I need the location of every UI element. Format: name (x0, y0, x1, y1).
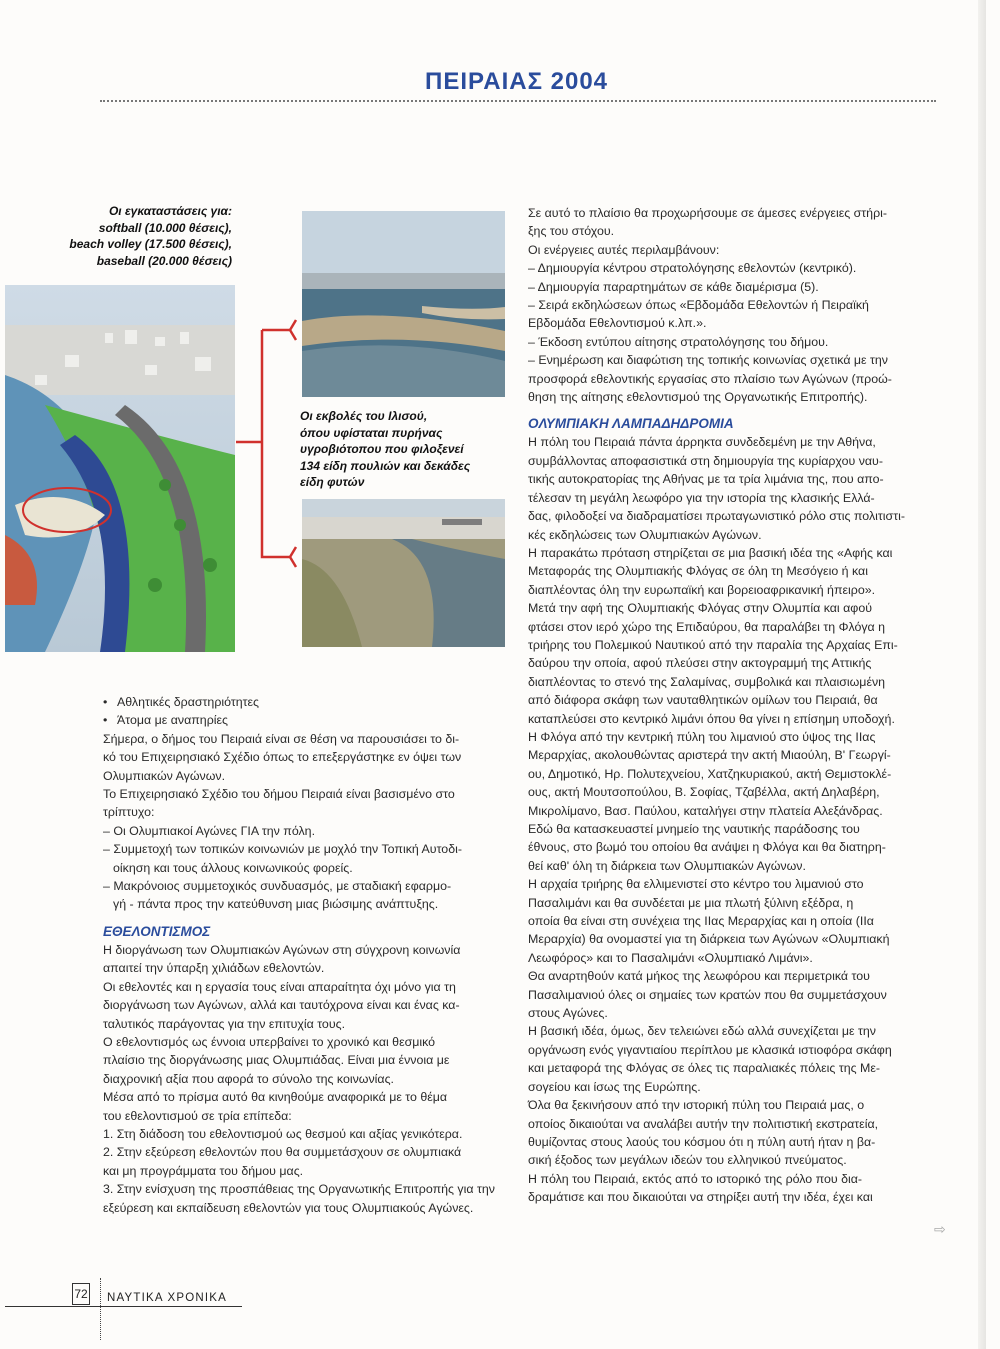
caption-line: είδη φυτών (300, 475, 365, 489)
text-line: πλαίσιο της διοργάνωσης μιας Ολυμπιάδας. Είναι μια έννοια με (103, 1053, 450, 1068)
text-line: Μικρολίμανο, Βασ. Παύλου, καταλήγει στην πλατεία Αλεξάνδρας. (528, 803, 883, 818)
text-line: προσφορά εθελοντικής εργασίας στο πλαίσιο των Αγώνων (προώ- (528, 371, 892, 386)
bullet-item: • Αθλητικές δραστηριότητες (103, 693, 503, 711)
photo-river-bed (302, 499, 505, 647)
text-line: Η πόλη του Πειραιά πάντα άρρηκτα συνδεδεμένη με την Αθήνα, (528, 435, 876, 450)
text-line: οίκηση και τους άλλους κοινωνικούς φορείς. (113, 860, 353, 875)
text-line: διοργάνωση των Αγώνων, αλλά και ταυτόχρονα είναι και ένας κα- (103, 998, 460, 1013)
text-line: και μη προγράμματα του δήμου μας. (103, 1163, 304, 1178)
text-line: Μεταφοράς της Ολυμπιακής Φλόγας σε όλη τη Μεσόγειο ή και (528, 564, 868, 579)
text-line: Η βασική ιδέα, όμως, δεν τελειώνει εδώ αλλά συνεχίζεται με την (528, 1024, 876, 1039)
text-line: και μεταφορά της Φλόγας σε όλες τις παραλιακές πόλεις της Με- (528, 1061, 881, 1076)
section-heading: ΕΘΕΛΟΝΤΙΣΜΟΣ (103, 923, 211, 939)
text-line: Μεραρχίας, ακολουθώντας αριστερά την ακτή Μιαούλη, Β' Γεωργί- (528, 748, 891, 763)
text-line: – Σειρά εκδηλώσεων όπως «Εβδομάδα Εθελοντών ή Πειραϊκή (528, 298, 869, 313)
text-line: οποία θα είναι στη συνέχεια της ΙΙας Μεραρχίας και η οποία (ΙΙα (528, 914, 874, 929)
text-line: Πασαλιμανιού όλες οι σημαίες των κρατών που θα συμμετάσχουν (528, 987, 887, 1002)
text-line: Η πόλη του Πειραιά, εκτός από το ιστορικό της ρόλο που δια- (528, 1171, 863, 1186)
text-line: τρίπτυχο: (103, 805, 155, 820)
text-line: συμβάλλοντας αποφασιστικά στη δημιουργία της κυρίαρχου ναυ- (528, 453, 883, 468)
text-line: Σε αυτό το πλαίσιο θα προχωρήσουμε σε άμεσες ενέργειες στήρι- (528, 206, 887, 220)
text-line: έθνους, στο βωμό του οποίου θα ανάψει η Φλόγα και θα διατηρη- (528, 840, 886, 855)
caption-line: beach volley (17.500 θέσεις), (69, 237, 232, 251)
text-line: κό του Επιχειρησιακό Σχέδιο όπως το επεξεργάστηκε εν όψει των (103, 750, 462, 765)
text-line: Η διοργάνωση των Ολυμπιακών Αγώνων στη σύγχρονη κοινωνία (103, 942, 461, 957)
text-line: από διάφορα σκάφη των ναυταθλητικών ομίλων του Πειραιά, θα (528, 693, 878, 708)
text-line: 1. Στη διάδοση του εθελοντισμού ως θεσμού και αξίας γενικότερα. (103, 1126, 463, 1141)
text-line: Οι εθελοντές και η εργασία τους είναι απαραίτητα όχι μόνο για τη (103, 979, 456, 994)
text-line: 3. Στην ενίσχυση της προσπάθειας της Οργανωτικής Επιτροπής για την (103, 1182, 495, 1197)
text-line: κές εκδηλώσεις των Ολυμπιακών Αγώνων. (528, 527, 762, 542)
text-line: – Δημιουργία κέντρου στρατολόγησης εθελοντών (κεντρικό). (528, 261, 857, 276)
text-line: – Οι Ολυμπιακοί Αγώνες ΓΙΑ την πόλη. (103, 823, 316, 838)
text-line: φτάσει στον ιερό χώρο της Επιδαύρου, θα παραλάβει τη Φλόγα η (528, 619, 886, 634)
text-line: γή - πάντα προς την κατεύθυνση μιας βιώσιμης ανάπτυξης. (113, 897, 439, 912)
photo-ilisos-estuary (302, 211, 505, 397)
continue-arrow-icon: ⇨ (934, 1221, 946, 1237)
text-line: ξης του στόχου. (528, 224, 615, 239)
text-line: στους Αγώνες. (528, 1006, 608, 1021)
caption-line: υγροβιότοπου που φιλοξενεί (300, 442, 464, 456)
text-line: τικής αυτοκρατορίας της Αθήνας με τα τρία λιμάνια της, που απο- (528, 472, 884, 487)
section-heading: ΟΛΥΜΠΙΑΚΗ ΛΑΜΠΑΔΗΔΡΟΜΙΑ (528, 416, 734, 432)
text-line: τέλεσαν τη μεγάλη λεωφόρο για την ιστορία της κλασικής Ελλά- (528, 490, 875, 505)
text-line: Πασαλιμάνι και θα συνδέεται με μια πλωτή ξύλινη εξέδρα, η (528, 895, 854, 910)
text-line: Εδώ θα κατασκευαστεί μνημείο της ναυτικής παράδοσης του (528, 822, 860, 836)
page-title: ΠΕΙΡΑΙΑΣ 2004 (425, 68, 609, 95)
left-text-column (103, 693, 503, 1217)
text-line: δαύρου την οποία, αφού πλεύσει στην ακτογραμμή της Αττικής (528, 656, 872, 671)
text-line: ου, Δημοτικό, Ηρ. Πολυτεχνείου, Χατζηκυριακού, ακτή Θεμιστοκλέ- (528, 766, 892, 781)
text-line: θυμίζοντας στους λαούς του κόσμου ότι η πύλη αυτή ήταν η βα- (528, 1134, 876, 1149)
caption-line: όπου υφίσταται πυρήνας (300, 425, 443, 440)
caption-line: softball (10.000 θέσεις), (98, 220, 232, 235)
caption-line: 134 είδη πουλιών και δεκάδες (300, 458, 471, 473)
text-line: Η παρακάτω πρόταση στηρίζεται σε μια βασική ιδέα της «Αφής και (528, 545, 893, 560)
text-line: – Μακρόνοιος συμμετοχικός συνδυασμός, με σταδιακή εφαρμο- (103, 879, 452, 894)
text-line: απαιτεί την ύπαρξη χιλιάδων εθελοντών. (103, 961, 325, 976)
bullet-item: • Άτομα με αναπηρίες (103, 711, 503, 729)
text-line: δας, φιλοδοξεί να διαδραματίσει πρωταγωνιστικό ρόλο στις πολιτιστι- (528, 509, 905, 524)
text-line: – Δημιουργία παραρτημάτων σε κάθε διαμέρισμα (5). (528, 279, 819, 294)
page-number: 72 (72, 1283, 90, 1305)
text-line: Θα αναρτηθούν κατά μήκος της λεωφόρου και περιμετρικά του (528, 969, 870, 984)
footer-rule (5, 1306, 242, 1307)
page-edge-shadow (978, 0, 986, 1349)
text-line: Το Επιχειρησιακό Σχέδιο του δήμου Πειραιά είναι βασισμένο στο (103, 787, 455, 802)
text-line: – Συμμετοχή των τοπικών κοινωνιών με μοχλό την Τοπική Αυτοδι- (103, 842, 462, 857)
text-line: διαπλέοντας το στενό της Σαλαμίνας, συμβολικά και πλαισιωμένη (528, 674, 886, 689)
text-line: σογείου και ίσως της Ευρώπης. (528, 1079, 701, 1094)
text-line: Οι ενέργειες αυτές περιλαμβάνουν: (528, 242, 720, 257)
text-line: Εβδομάδα Εθελοντισμού κ.λπ.». (528, 316, 707, 331)
text-line: θηση της αίτησης εθελοντισμού της Οργανωτικής Επιτροπής). (528, 390, 868, 405)
text-line: – Έκδοση εντύπου αίτησης στρατολόγησης του δήμου. (528, 334, 829, 349)
text-line: 2. Στην εξεύρεση εθελοντών που θα συμμετάσχουν σε ολυμπιακά (103, 1145, 462, 1160)
text-line: Η αρχαία τριήρης θα ελλιμενιστεί στο κέντρο του λιμανιού στο (528, 877, 864, 892)
right-text-column (528, 204, 933, 1207)
text-line: Η Φλόγα από την κεντρική πύλη του λιμανιού στο ύψος της ΙΙας (528, 729, 876, 744)
text-line: Όλα θα ξεκινήσουν από την ιστορική πύλη του Πειραιά μας, ο (528, 1098, 865, 1113)
text-line: διαπλέοντας όλη την ευρωπαϊκή και βορειοαφρικανική ήπειρο». (528, 582, 876, 597)
text-line: τριήρης του Πολεμικού Ναυτικού από την παραλία της Αρχαίας Επι- (528, 637, 898, 652)
text-line: καταπλεύσει στο κεντρικό λιμάνι όπου θα γίνει η επίσημη υποδοχή. (528, 711, 895, 726)
text-line: Μετά την αφή της Ολυμπιακής Φλόγας στην Ολυμπία και αφού (528, 601, 872, 616)
text-line: Ο εθελοντισμός ως έννοια υπερβαίνει το χρονικό και θεσμικό (103, 1034, 436, 1049)
text-line: διαχρονική αξία που αφορά το σύνολο της κοινωνίας. (103, 1071, 394, 1086)
text-line: Σήμερα, ο δήμος του Πειραιά είναι σε θέση να παρουσιάσει το δι- (103, 731, 460, 746)
text-line: οργάνωση ενός γιγαντιαίου περίπλου με κλασικά ιστιοφόρα σκάφη (528, 1042, 892, 1057)
magazine-name: ΝΑΥΤΙΚΑ ΧΡΟΝΙΚΑ (107, 1292, 228, 1304)
text-line: οποίος δικαιούται να αναλάβει αυτήν την πολιτιστική εκστρατεία, (528, 1116, 879, 1131)
caption-ilisos (300, 408, 470, 491)
text-line: Ολυμπιακών Αγώνων. (103, 768, 226, 783)
caption-line: Οι εγκαταστάσεις για: (108, 204, 232, 218)
connector-arrow (0, 0, 320, 600)
text-line: ταλυτικός παράγοντας για την επιτυχία τους. (103, 1016, 346, 1031)
text-line: Μεραρχία) θα ονομαστεί για τη διάρκεια των Αγώνων «Ολυμπιακή (528, 932, 890, 947)
text-line: Μέσα από το πρίσμα αυτό θα κινηθούμε αναφορικά με το θέμα (103, 1090, 448, 1105)
text-line: σική έξοδος των μεγάλων ιδεών του ελληνικού πνεύματος. (528, 1153, 847, 1168)
text-line: δραμάτισε και που δικαιούται να στηρίξει αυτή την ιδέα, έχει και (528, 1190, 873, 1205)
text-line: Λεωφόρος» και το Πασαλιμάνι «Ολυμπιακό Λιμάνι». (528, 950, 813, 965)
text-line: – Ενημέρωση και διαφώτιση της τοπικής κοινωνίας σχετικά με την (528, 353, 889, 368)
caption-line: baseball (20.000 θέσεις) (96, 253, 232, 268)
text-line: ους, ακτή Μουτσοπούλου, Β. Σοφίας, Τζαβέλλα, ακτή Δηλαβέρη, (528, 785, 880, 800)
text-line: θεί καθ' όλη τη διάρκεια των Ολυμπιακών Αγώνων. (528, 858, 806, 873)
footer-dotted-divider (100, 1278, 101, 1340)
caption-line: Οι εκβολές του Ιλισού, (300, 409, 428, 423)
text-line: του εθελοντισμού σε τρία επίπεδα: (103, 1108, 292, 1123)
text-line: εξεύρεση και εκπαίδευση εθελοντών για τους Ολυμπιακούς Αγώνες. (103, 1200, 474, 1215)
